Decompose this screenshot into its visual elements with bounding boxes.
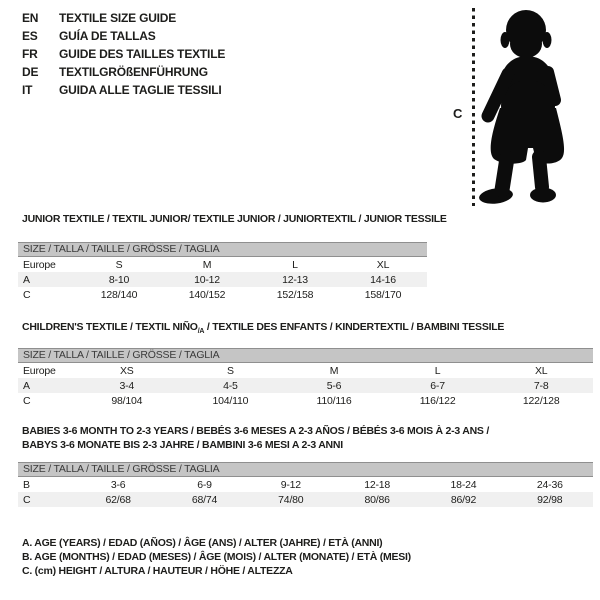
language-title: GUÍA DE TALLAS bbox=[59, 29, 156, 43]
row-label: B bbox=[23, 478, 30, 491]
row-cell: 3-6 bbox=[110, 478, 126, 491]
row-label: Europe bbox=[23, 364, 56, 377]
table-row bbox=[18, 393, 593, 408]
row-cell: 12-18 bbox=[364, 478, 391, 491]
row-cell: 8-10 bbox=[108, 273, 130, 286]
table-junior bbox=[18, 242, 427, 302]
table-row bbox=[18, 287, 427, 302]
size-header-bar: SIZE / TALLA / TAILLE / GRÖSSE / TAGLIA bbox=[18, 242, 427, 257]
baby-silhouette-icon bbox=[440, 0, 600, 212]
row-cell: XL bbox=[534, 364, 548, 377]
row-cell: M bbox=[202, 258, 212, 271]
row-cell: 92/98 bbox=[537, 493, 563, 506]
row-cell: S bbox=[115, 258, 123, 271]
row-cell: 98/104 bbox=[111, 394, 143, 407]
table-title-line bbox=[22, 424, 562, 438]
row-label: C bbox=[23, 493, 31, 506]
table-title-line bbox=[22, 438, 562, 452]
size-header-bar: SIZE / TALLA / TAILLE / GRÖSSE / TAGLIA bbox=[18, 462, 593, 477]
footnote: B. AGE (MONTHS) / EDAD (MESES) / ÂGE (MOIS) / ALTER (MONATE) / ETÀ (MESI) bbox=[22, 551, 411, 563]
table-title-childrens bbox=[22, 320, 504, 339]
row-cell: 62/68 bbox=[105, 493, 131, 506]
size-header-bar: SIZE / TALLA / TAILLE / GRÖSSE / TAGLIA bbox=[18, 348, 593, 363]
language-title: TEXTILE SIZE GUIDE bbox=[59, 11, 177, 25]
title-text: / TEXTILE DES ENFANTS / KINDERTEXTIL / BAMBINI TESSILE bbox=[204, 321, 505, 333]
row-cell: 4-5 bbox=[223, 379, 238, 392]
row-cell: 104/110 bbox=[212, 394, 249, 407]
footnotes bbox=[22, 536, 411, 578]
footnote: C. (cm) HEIGHT / ALTURA / HAUTEUR / HÖHE / ALTEZZA bbox=[22, 565, 293, 577]
language-code: IT bbox=[22, 83, 33, 97]
table-row bbox=[18, 378, 593, 393]
row-cell: 24-36 bbox=[536, 478, 563, 491]
row-cell: 5-6 bbox=[326, 379, 342, 392]
language-row bbox=[22, 45, 225, 63]
row-cell: 10-12 bbox=[194, 273, 220, 286]
table-row bbox=[18, 272, 427, 287]
table-babies bbox=[18, 462, 593, 507]
row-cell: 6-7 bbox=[430, 379, 445, 392]
row-cell: 152/158 bbox=[276, 288, 314, 301]
table-title-junior bbox=[22, 212, 447, 226]
language-title: TEXTILGRÖßENFÜHRUNG bbox=[59, 65, 208, 79]
row-cell: 110/116 bbox=[316, 394, 352, 407]
row-label: A bbox=[23, 379, 30, 392]
row-label: A bbox=[23, 273, 30, 286]
row-cell: 122/128 bbox=[522, 394, 560, 407]
language-title-list bbox=[22, 9, 225, 99]
row-cell: 3-4 bbox=[119, 379, 135, 392]
row-label: C bbox=[23, 394, 31, 407]
row-cell: 140/152 bbox=[188, 288, 226, 301]
row-cell: 128/140 bbox=[100, 288, 138, 301]
title-text: BABIES 3-6 MONTH TO 2-3 YEARS / BEBÉS 3-6 MESES A 2-3 AÑOS / BÉBÉS 3-6 MOIS À 2-3 ANS / bbox=[22, 425, 490, 437]
row-cell: XS bbox=[119, 364, 134, 377]
height-measure-label: C bbox=[453, 106, 463, 121]
row-cell: 14-16 bbox=[370, 273, 396, 286]
row-cell: 74/80 bbox=[278, 493, 304, 506]
row-cell: 158/170 bbox=[364, 288, 402, 301]
row-cell: 12-13 bbox=[282, 273, 308, 286]
table-title-line bbox=[22, 212, 447, 226]
language-row bbox=[22, 81, 225, 99]
table-title-babies bbox=[22, 424, 562, 452]
row-cell: M bbox=[329, 364, 339, 377]
row-cell: S bbox=[226, 364, 234, 377]
row-cell: L bbox=[434, 364, 441, 377]
row-cell: 80/86 bbox=[364, 493, 390, 506]
row-cell: 116/122 bbox=[419, 394, 456, 407]
table-title-line bbox=[22, 320, 504, 339]
language-row bbox=[22, 9, 225, 27]
language-title: GUIDE DES TAILLES TEXTILE bbox=[59, 47, 226, 61]
table-row bbox=[18, 477, 593, 492]
row-label: Europe bbox=[23, 258, 56, 271]
language-code: FR bbox=[22, 47, 38, 61]
footnote: A. AGE (YEARS) / EDAD (AÑOS) / ÂGE (ANS) / ALTER (JAHRE) / ETÀ (ANNI) bbox=[22, 537, 383, 549]
language-row bbox=[22, 63, 225, 81]
table-row bbox=[18, 363, 593, 378]
row-cell: 18-24 bbox=[450, 478, 477, 491]
row-cell: XL bbox=[376, 258, 390, 271]
row-cell: 9-12 bbox=[280, 478, 301, 491]
language-code: EN bbox=[22, 11, 39, 25]
row-cell: 68/74 bbox=[191, 493, 218, 506]
row-cell: 86/92 bbox=[450, 493, 477, 506]
row-cell: 6-9 bbox=[197, 478, 212, 491]
title-subscript: /A bbox=[197, 328, 205, 336]
row-cell: L bbox=[292, 258, 298, 271]
language-code: DE bbox=[22, 65, 39, 79]
table-row bbox=[18, 492, 593, 507]
row-label: C bbox=[23, 288, 31, 301]
figure-area bbox=[440, 0, 600, 212]
language-row bbox=[22, 27, 225, 45]
language-code: ES bbox=[22, 29, 38, 43]
row-cell: 7-8 bbox=[533, 379, 549, 392]
title-text: CHILDREN'S TEXTILE / TEXTIL NIÑO bbox=[22, 321, 198, 333]
table-row bbox=[18, 257, 427, 272]
table-childrens bbox=[18, 348, 593, 408]
language-title: GUIDA ALLE TAGLIE TESSILI bbox=[59, 83, 222, 97]
title-text: JUNIOR TEXTILE / TEXTIL JUNIOR/ TEXTILE JUNIOR / JUNIORTEXTIL / JUNIOR TESSILE bbox=[22, 213, 447, 225]
title-text: BABYS 3-6 MONATE BIS 2-3 JAHRE / BAMBINI 3-6 MESI A 2-3 ANNI bbox=[22, 439, 343, 451]
